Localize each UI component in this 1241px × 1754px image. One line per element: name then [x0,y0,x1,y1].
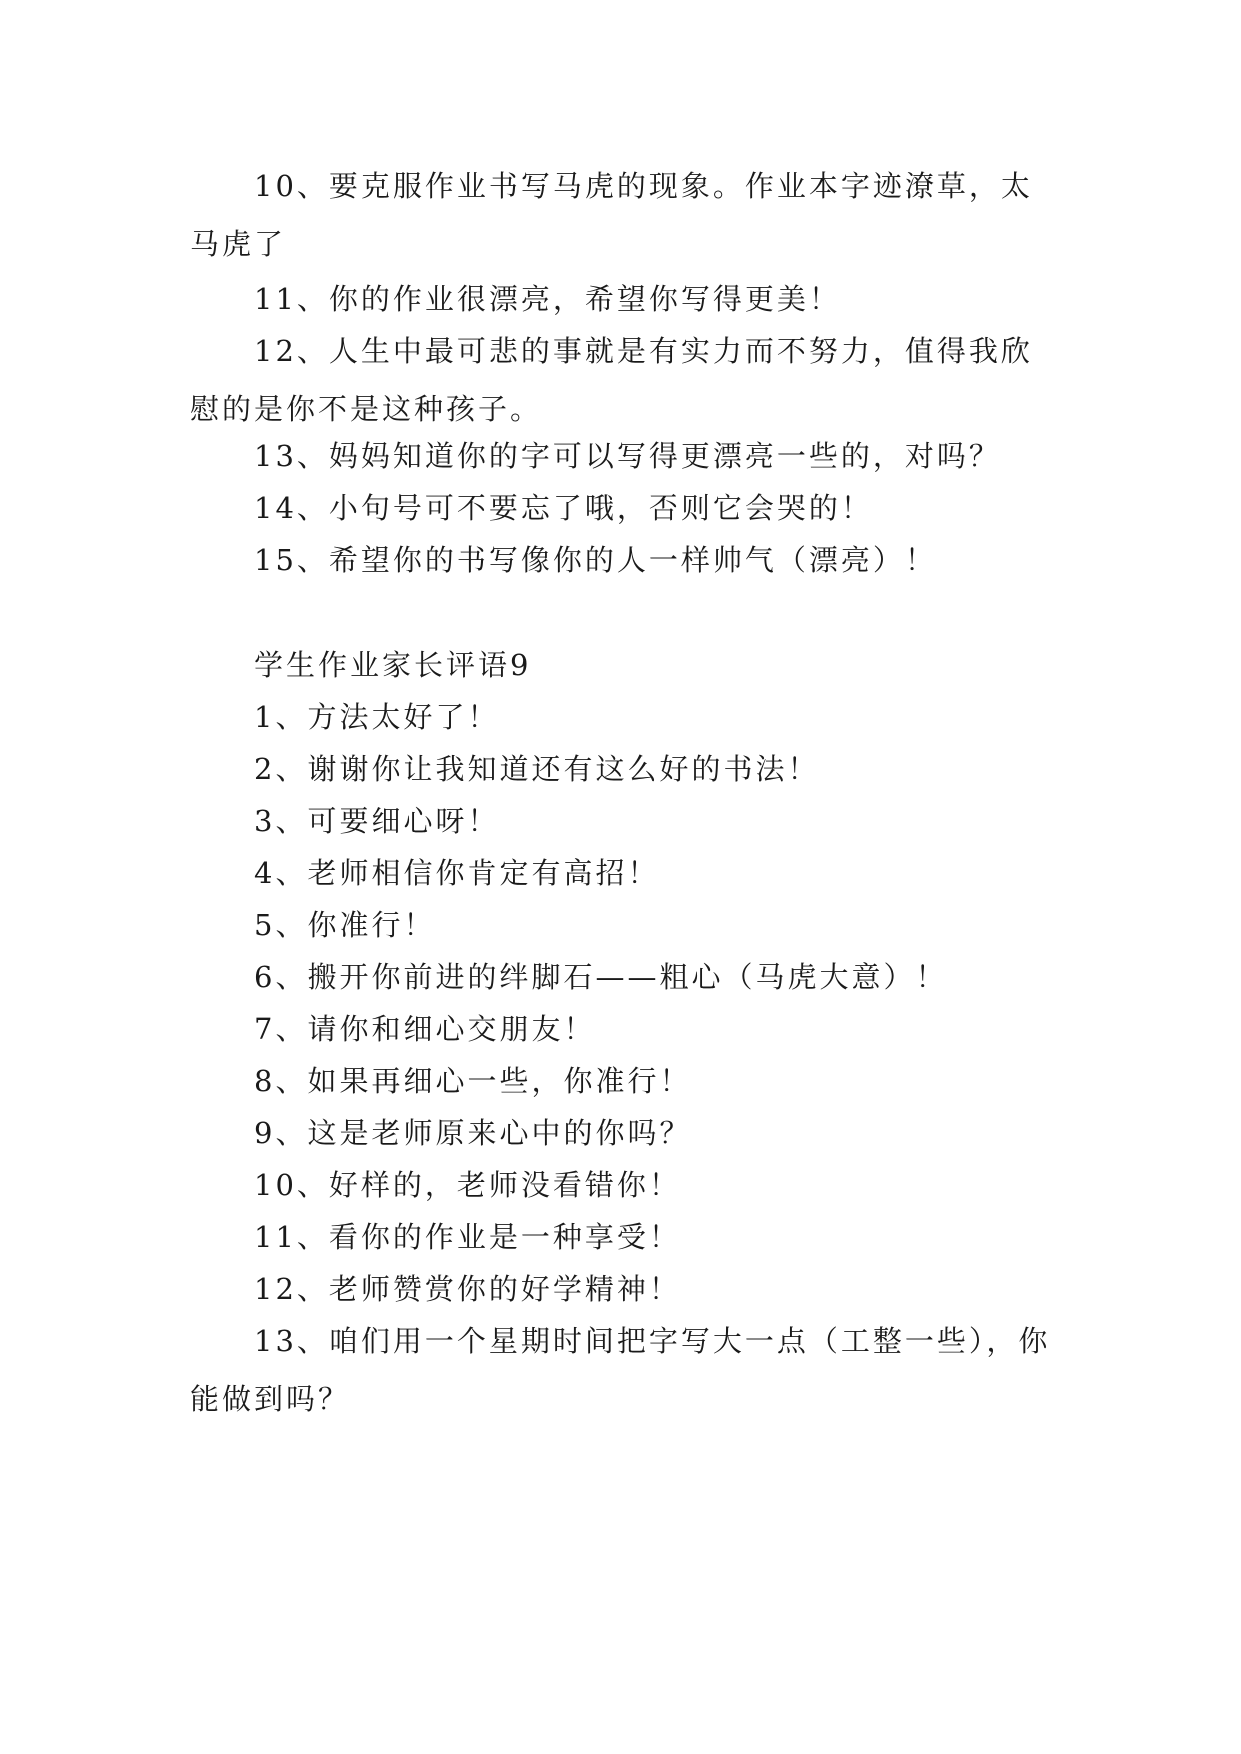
comment-item: 12、老师赞赏你的好学精神！ [254,1272,681,1306]
section-heading: 学生作业家长评语9 [254,648,532,682]
comment-item: 10、好样的，老师没看错你！ [254,1168,681,1202]
comment-item: 4、老师相信你肯定有高招！ [254,856,660,890]
comment-item: 11、看你的作业是一种享受！ [254,1220,681,1254]
comment-item: 5、你准行！ [254,908,436,942]
comment-item: 1、方法太好了！ [254,700,500,734]
comment-item: 14、小句号可不要忘了哦，否则它会哭的！ [254,491,873,525]
comment-item: 2、谢谢你让我知道还有这么好的书法！ [254,752,820,786]
comment-item: 8、如果再细心一些，你准行！ [254,1064,692,1098]
comment-item: 13、咱们用一个星期时间把字写大一点（工整一些），你能做到吗？ [190,1324,1051,1416]
comment-item: 15、希望你的书写像你的人一样帅气（漂亮）！ [254,543,937,577]
comment-item: 11、你的作业很漂亮，希望你写得更美！ [254,282,841,316]
comment-item: 12、人生中最可悲的事就是有实力而不努力，值得我欣慰的是你不是这种孩子。 [190,334,1033,426]
comment-item: 13、妈妈知道你的字可以写得更漂亮一些的，对吗？ [254,439,1001,473]
comment-item: 7、请你和细心交朋友！ [254,1012,596,1046]
comment-item: 6、搬开你前进的绊脚石——粗心（马虎大意）！ [254,960,948,994]
comment-item: 9、这是老师原来心中的你吗？ [254,1116,692,1150]
comment-item: 10、要克服作业书写马虎的现象。作业本字迹潦草，太马虎了 [190,169,1033,261]
comment-item: 3、可要细心呀！ [254,804,500,838]
